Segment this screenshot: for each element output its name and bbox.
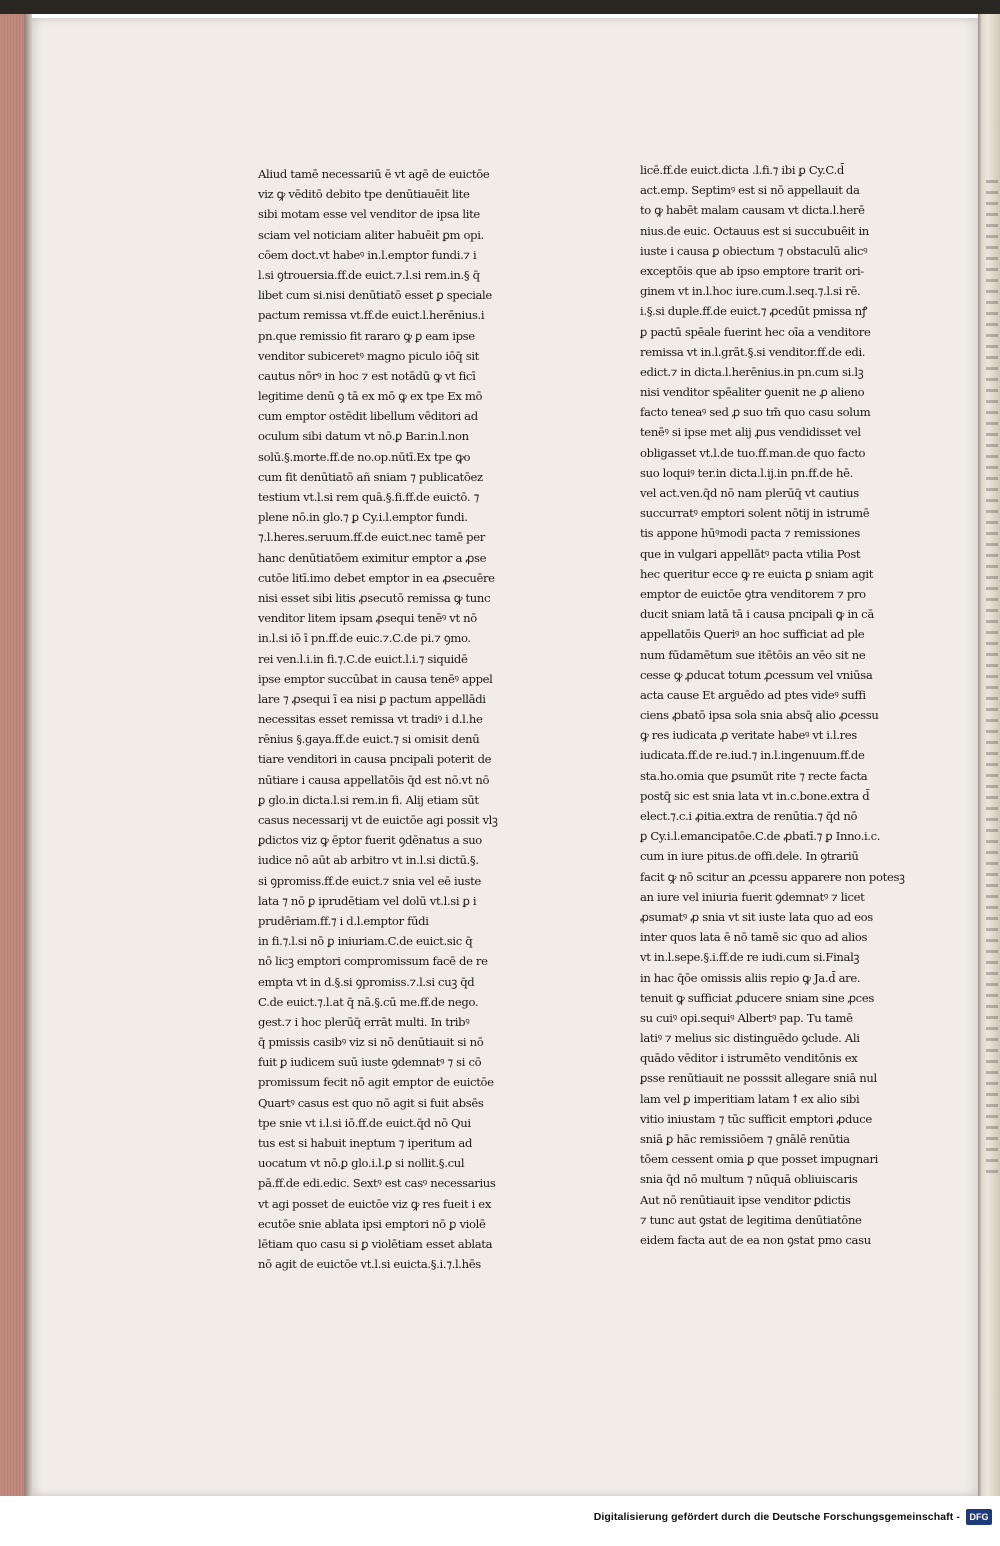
text-line: uocatum vt nō.ꝑ glo.i.l.ꝑ si nollit.§.cul xyxy=(258,1156,465,1171)
text-line: solū.§.morte.ff.de no.op.nūtī.Ex tpe ꝙo xyxy=(258,449,471,464)
text-line: sta.ho.omia que ꝑsumūt rite ⁊ recte facta xyxy=(640,768,868,783)
text-line: ⁊.l.heres.seruum.ff.de euict.nec tamē per xyxy=(258,530,485,545)
text-line: Quartꝰ casus est quo nō agit si fuit absēs xyxy=(258,1095,484,1110)
text-line: suo loquiꝰ ter.in dicta.l.ij.in pn.ff.de hē. xyxy=(640,465,853,480)
text-line: iudice nō aūt ab arbitro vt in.l.si dictū.§. xyxy=(258,853,479,868)
text-line: ginem vt in.l.hoc iure.cum.l.seq.⁊.l.si rē. xyxy=(640,284,861,299)
footer-bar xyxy=(0,1496,1000,1546)
text-line: viz ꝙ vēditō debito tpe denūtiauēit lite xyxy=(258,187,470,202)
text-line: Aut nō renūtiauit ipse venditor ꝑdictis xyxy=(640,1192,851,1207)
text-line: tis appone hūꝰmodi pacta ⁊ remissiones xyxy=(640,526,860,541)
text-line: nisi venditor spēaliter ꝯuenit ne ꝓ alieno xyxy=(640,385,865,400)
text-line: ecutōe snie ablata ipsi emptori nō ꝑ violē xyxy=(258,1216,486,1231)
text-line: inter quos lata ē nō tamē sic quo ad alios xyxy=(640,930,868,945)
text-line: si ꝯpromiss.ff.de euict.⁊ snia vel eē iuste xyxy=(258,873,481,888)
text-line: pā.ff.de edi.edic. Sextꝰ est casꝰ necessarius xyxy=(258,1176,496,1191)
text-line: cum in iure pitus.de offi.dele. In ꝯtrariū xyxy=(640,849,859,864)
text-line: legitime denū ꝯ tā ex mō ꝙ ex tpe Ex mō xyxy=(258,389,483,404)
text-line: libet cum si.nisi denūtiatō esset ꝑ speciale xyxy=(258,288,492,303)
text-line: nisi esset sibi litis ꝓsecutō remissa ꝙ tunc xyxy=(258,590,491,605)
text-line: hanc denūtiatōem eximitur emptor a ꝓse xyxy=(258,550,487,565)
text-line: Aliud tamē necessariū ē vt agē de euictōe xyxy=(258,167,490,181)
text-line: ducit sniam latā tā i causa pncipali ꝙ in cā xyxy=(640,607,874,622)
text-line: cesse ꝙ ꝓducat totum ꝓcessum vel vniūsa xyxy=(640,667,873,682)
text-line: cum fit denūtiatō añ sniam ⁊ publicatōez xyxy=(258,469,483,484)
scan-background xyxy=(0,0,1000,14)
text-line: ꝑsse renūtiauit ne posssit allegare sniā nul xyxy=(640,1071,877,1086)
text-column-right xyxy=(640,160,916,1246)
text-line: i.§.si duple.ff.de euict.⁊ ꝓcedūt pmissa nꝭ xyxy=(640,304,868,319)
text-line: hec queritur ecce ꝙ re euicta ꝑ sniam agit xyxy=(640,566,874,581)
text-line: pactum remissa vt.ff.de euict.l.herēnius.i xyxy=(258,308,485,323)
text-line: an iure vel iniuria fuerit ꝯdemnatꝰ ⁊ licet xyxy=(640,889,865,904)
text-line: ipse emptor succūbat in causa tenēꝰ appel xyxy=(258,671,493,686)
text-line: cum emptor ostēdit libellum vēditori ad xyxy=(258,409,478,424)
text-line: pn.que remissio fit rararo ꝙ ꝑ eam ipse xyxy=(258,328,475,343)
text-line: su cuiꝰ opi.sequiꝰ Albertꝰ pap. Tu tamē xyxy=(640,1010,853,1025)
text-line: tenēꝰ si ipse met alij ꝓus vendidisset vel xyxy=(640,425,861,440)
text-line: remissa vt in.l.grāt.§.si venditor.ff.de edi. xyxy=(640,344,866,359)
text-line: fuit ꝑ iudicem suū iuste ꝯdemnatꝰ ⁊ si cō xyxy=(258,1055,482,1070)
text-line: tpe snie vt i.l.si iō.ff.de euict.q̄d nō Qui xyxy=(258,1115,471,1130)
text-line: eidem facta aut de ea non ꝯstat pmo casu xyxy=(640,1232,871,1247)
text-line: empta vt in d.§.si ꝯpromiss.⁊.l.si cuꝫ q̄d xyxy=(258,974,475,989)
text-line: ciens ꝓbatō ipsa sola snia absq̄ alio ꝓcessu xyxy=(640,708,879,723)
funding-notice: Digitalisierung gefördert durch die Deutsche Forschungsgemeinschaft - xyxy=(593,1511,960,1523)
text-line: lētiam quo casu si ꝑ violētiam esset ablata xyxy=(258,1236,493,1251)
text-line: tus est si habuit ineptum ⁊ iperitum ad xyxy=(258,1136,473,1150)
text-line: vt in.l.sepe.§.i.ff.de re iudi.cum si.Finalꝫ xyxy=(640,950,860,965)
text-line: vt agi posset de euictōe viz ꝙ res fueit i ex xyxy=(258,1196,492,1211)
text-line: snia q̄d nō multum ⁊ nūquā obliuiscaris xyxy=(640,1172,858,1187)
text-line: lam vel ꝑ imperitiam latam ꝉ ex alio sibi xyxy=(640,1091,860,1106)
text-line: gest.⁊ i hoc plerūq̄ errāt multi. In tribꝰ xyxy=(258,1014,470,1029)
text-line: cōem doct.vt habeꝰ in.l.emptor fundi.⁊ i xyxy=(258,247,477,262)
text-line: facto teneaꝰ sed ꝓ suo tm̄ quo casu solum xyxy=(640,405,871,420)
text-line: exceptōis que ab ipso emptore trarit ori- xyxy=(640,263,864,278)
text-line: ⁊ tunc aut ꝯstat de legitima denūtiatōne xyxy=(640,1212,862,1227)
text-line: vitio iniustam ⁊ tūc sufficit emptori ꝓduce xyxy=(640,1111,872,1126)
text-line: que in vulgari appellātꝰ pacta vtilia Post xyxy=(640,546,861,561)
text-line: nō licꝫ emptori compromissum facē de re xyxy=(258,954,488,969)
text-line: casus necessarij vt de euictōe agi possit vlꝫ xyxy=(258,813,498,827)
text-line: nius.de euic. Octauus est si succubuēit in xyxy=(640,223,869,238)
text-line: succurratꝰ emptori solent nōtij in istrumē xyxy=(640,506,870,521)
page-block-edge xyxy=(0,14,24,1496)
facing-page-text-bleed xyxy=(986,180,998,1180)
text-line: appellatōis Queriꝰ an hoc sufficiat ad ple xyxy=(640,627,865,642)
text-line: sniā ꝑ hāc remissiōem ⁊ gnālē renūtia xyxy=(640,1132,850,1146)
text-line: quādo vēditor i istrumēto venditōnis ex xyxy=(640,1051,858,1066)
text-column-left xyxy=(258,164,546,1272)
text-line: acta cause Et arguēdo ad ptes videꝰ suffi xyxy=(640,687,866,702)
text-line: in fi.⁊.l.si nō ꝑ iniuriam.C.de euict.sic q̄ xyxy=(258,934,473,949)
text-line: rēnius §.gaya.ff.de euict.⁊ si omisit denū xyxy=(258,732,480,747)
text-line: emptor de euictōe ꝯtra venditorem ⁊ pro xyxy=(640,586,866,601)
text-line: num fūdamētum sue itētōis an vēo sit ne xyxy=(640,647,866,662)
text-line: ꝑ pactū spēale fuerint hec oīa a venditore xyxy=(640,324,871,339)
text-line: C.de euict.⁊.l.at q̄ nā.§.cū me.ff.de nego. xyxy=(258,994,479,1009)
text-line: edict.⁊ in dicta.l.herēnius.in pn.cum si.lꝫ xyxy=(640,364,864,379)
text-line: promissum fecit nō agit emptor de euictōe xyxy=(258,1075,494,1090)
text-line: tōem cessent omia ꝑ que posset impugnari xyxy=(640,1152,879,1167)
text-line: lata ⁊ nō ꝑ iprudētiam vel dolū vt.l.si ꝑ i xyxy=(258,893,477,908)
text-line: ꝑ glo.in dicta.l.si rem.in fi. Alij etiam sūt xyxy=(258,792,479,807)
text-line: testium vt.l.si rem quā.§.fi.ff.de euictō. ⁊ xyxy=(258,490,480,504)
text-line: vel act.ven.q̄d nō nam plerūq̄ vt cautius xyxy=(640,486,859,500)
text-line: licē.ff.de euict.dicta .l.fi.⁊ ibi ꝑ Cy.C.d̄ xyxy=(640,163,844,177)
text-line: in.l.si iō ī pn.ff.de euic.⁊.C.de pi.⁊ ꝯmo. xyxy=(258,631,471,646)
text-line: latiꝰ ⁊ melius sic distinguēdo ꝯclude. Ali xyxy=(640,1031,860,1046)
text-line: act.emp. Septimꝰ est si nō appellauit da xyxy=(640,183,860,198)
dfg-logo: DFG xyxy=(966,1509,992,1525)
text-line: cutōe litī.imo debet emptor in ea ꝓsecuēre xyxy=(258,570,495,585)
text-line: lare ⁊ ꝓsequi ī ea nisi ꝑ pactum appellādi xyxy=(258,691,486,706)
text-line: to ꝙ habēt malam causam vt dicta.l.herē xyxy=(640,203,865,218)
text-line: tiare venditori in causa pncipali poterit de xyxy=(258,752,492,767)
text-line: ꝑ Cy.i.l.emancipatōe.C.de ꝓbatī.⁊ ꝑ Inno.i.c. xyxy=(640,829,881,844)
text-line: sibi motam esse vel venditor de ipsa lite xyxy=(258,207,480,222)
text-line: postq̄ sic est snia lata vt in.c.bone.extra d̄ xyxy=(640,788,870,803)
text-line: nūtiare i causa appellatōis q̄d est nō.vt nō xyxy=(258,772,490,787)
text-line: nō agit de euictōe vt.l.si euicta.§.i.⁊.l.hēs xyxy=(258,1257,481,1272)
text-line: sciam vel noticiam aliter habuēit ꝑm opi. xyxy=(258,227,484,242)
text-line: elect.⁊.c.i ꝓitia.extra de renūtia.⁊ q̄d nō xyxy=(640,809,858,823)
text-line: venditor litem ipsam ꝓsequi tenēꝰ vt nō xyxy=(258,611,477,626)
text-line: necessitas esset remissa vt tradiꝰ i d.l.he xyxy=(258,712,483,727)
text-line: ꝓsumatꝰ ꝓ snia vt sit iuste lata quo ad eos xyxy=(640,909,873,924)
text-line: iuste i causa ꝑ obiectum ⁊ obstaculū alicꝰ xyxy=(640,243,868,258)
text-line: in hac q̄ōe omissis aliis repio ꝙ Ja.d̄ are. xyxy=(640,970,861,985)
text-line: facit ꝙ nō scitur an ꝓcessu apparere non potesꝫ xyxy=(640,869,905,884)
text-line: venditor subiceretꝰ magno piculo iōq̄ sit xyxy=(258,348,479,363)
text-line: iudicata.ff.de re.iud.⁊ in.l.ingenuum.ff.de xyxy=(640,748,865,763)
text-line: prudēriam.ff.⁊ i d.l.emptor fūdi xyxy=(258,913,429,928)
text-line: l.si ꝯtrouersia.ff.de euict.⁊.l.si rem.in.§ q̄ xyxy=(258,267,480,282)
text-line: tenuit ꝙ sufficiat ꝓducere sniam sine ꝓces xyxy=(640,990,874,1005)
text-line: oculum sibi datum vt nō.ꝑ Bar.in.l.non xyxy=(258,429,469,444)
text-line: q̄ pmissis casibꝰ viz si nō denūtiauit si nō xyxy=(258,1035,484,1050)
binding-gutter xyxy=(24,14,32,1496)
text-line: rei ven.l.i.in fi.⁊.C.de euict.l.i.⁊ siquidē xyxy=(258,651,468,666)
text-line: obligasset vt.l.de tuo.ff.man.de quo facto xyxy=(640,445,866,460)
text-line: ꝑdictos viz ꝙ ēptor fuerit ꝯdēnatus a suo xyxy=(258,833,482,848)
text-line: ꝙ res iudicata ꝓ veritate habeꝰ vt i.l.res xyxy=(640,728,857,743)
text-line: cautus nōrꝰ in hoc ⁊ est notādū ꝙ vt ficī xyxy=(258,368,476,383)
text-line: plene nō.in glo.⁊ ꝑ Cy.i.l.emptor fundi. xyxy=(258,510,468,525)
